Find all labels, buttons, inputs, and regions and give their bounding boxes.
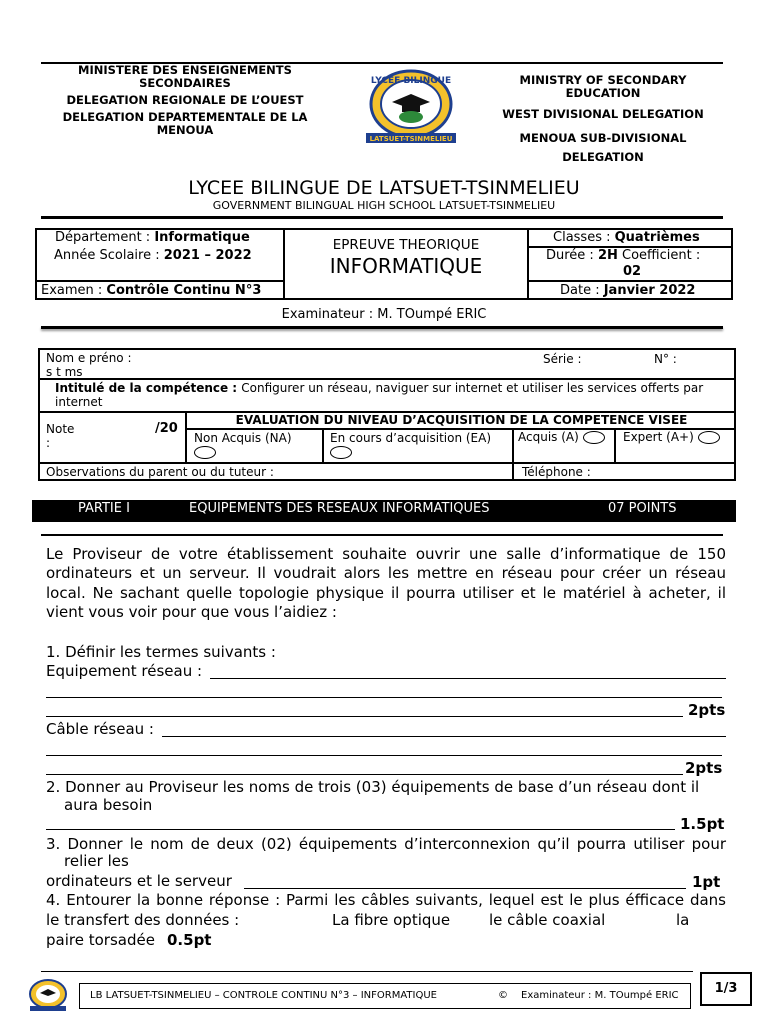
competence: Intitulé de la compétence : Configurer un réseau, naviguer sur internet et utiliser les services offerts par internet (55, 381, 704, 409)
intro-line-3: local. Ne sachant quelle topologie physique il pourra utiliser et le matériel à acheter, il (46, 584, 726, 602)
copyright-icon: © (498, 990, 508, 1001)
ministry-en-line1: MINISTRY OF SECONDARY EDUCATION (519, 73, 687, 100)
intro-line-2: ordinateurs et un serveur. Il voudrait alors les mettre en réseau pour créer un réseau (46, 564, 726, 582)
option-paire-torsadee-start[interactable]: la (676, 911, 690, 929)
page-number: 1/3 (700, 972, 752, 1006)
competence-value: Configurer un réseau, naviguer sur internet et utiliser les services offerts par internet (55, 381, 704, 409)
answer-line[interactable] (46, 755, 722, 756)
body-top-rule (41, 534, 723, 536)
observations-label: Observations du parent ou du tuteur : (46, 465, 274, 479)
level-expert[interactable]: Expert (A+) (623, 430, 720, 444)
question-1a: Equipement réseau : (46, 662, 203, 680)
classes-value: Quatrièmes (614, 230, 700, 245)
option-fibre-optique[interactable]: La fibre optique (332, 911, 451, 929)
epreuve-label: EPREUVE THEORIQUE (332, 237, 480, 253)
level-non-acquis[interactable]: Non Acquis (NA) (194, 431, 292, 459)
evaluation-title: EVALUATION DU NIVEAU D’ACQUISITION DE LA COMPETENCE VISEE (235, 413, 688, 427)
footer-examiner: Examinateur : M. TOumpé ERIC (521, 990, 679, 1001)
part-title: EQUIPEMENTS DES RESEAUX INFORMATIQUES (189, 501, 490, 516)
note-max: /20 (155, 421, 178, 436)
logo-text-bottom: LATSUET-TSINMELIEU (369, 135, 453, 143)
ministry-fr (40, 64, 330, 141)
ministry-fr-line2: DELEGATION REGIONALE DE L’OUEST (66, 93, 304, 107)
duration-coef: Durée : 2H Coefficient : 02 (546, 248, 701, 279)
question-1b-points: 2pts (685, 759, 723, 777)
ministry-fr-line1: MINISTERE DES ENSEIGNEMENTS SECONDAIRES (78, 63, 292, 90)
school-year-value: 2021 – 2022 (163, 248, 252, 263)
question-2-cont: aura besoin (64, 796, 153, 814)
part-label: PARTIE I (78, 501, 130, 516)
logo-text-top: LYCEE BILINGUE (370, 76, 452, 86)
answer-line[interactable] (46, 697, 722, 698)
answer-line[interactable] (46, 829, 675, 830)
examiner: Examinateur : M. TOumpé ERIC (281, 307, 487, 322)
department-value: Informatique (154, 230, 250, 245)
ministry-en (488, 74, 718, 171)
answer-line[interactable] (162, 736, 726, 737)
school-rule (41, 216, 723, 219)
option-cable-coaxial[interactable]: le câble coaxial (489, 911, 606, 929)
note-label: Note : (46, 422, 75, 450)
ministry-en-line3: MENOUA SUB-DIVISIONAL DELEGATION (519, 131, 687, 164)
number-label: N° : (654, 352, 677, 366)
question-3-cont: relier les (64, 852, 129, 870)
question-2-points: 1.5pt (680, 815, 725, 833)
level-acquis[interactable]: Acquis (A) (518, 430, 605, 444)
school-logo (362, 69, 460, 144)
question-1: 1. Définir les termes suivants : (46, 643, 276, 661)
coefficient-value: 02 (623, 264, 642, 279)
question-2: 2. Donner au Proviseur les noms de trois (03) équipements de base d’un réseau dont il (46, 778, 700, 796)
school-year: Année Scolaire : 2021 – 2022 (54, 248, 252, 263)
department: Département : Informatique (55, 230, 250, 245)
question-1b: Câble réseau : (46, 720, 154, 738)
subject-title: INFORMATIQUE (329, 254, 483, 278)
intro-line-4: vient vous voir pour que vous l’aidiez : (46, 603, 337, 621)
school-name: LYCEE BILINGUE DE LATSUET-TSINMELIEU (188, 177, 580, 199)
ministry-en-line2: WEST DIVISIONAL DELEGATION (502, 107, 704, 121)
question-3-cont2: ordinateurs et le serveur (46, 872, 232, 890)
duration-value: 2H (597, 248, 618, 263)
exam-type-value: Contrôle Continu N°3 (106, 283, 262, 298)
examiner-rule (41, 326, 723, 329)
exam-date-value: Janvier 2022 (603, 283, 696, 298)
part-header (32, 500, 736, 522)
checkbox-circle-icon[interactable] (330, 446, 352, 459)
question-1a-points: 2pts (688, 701, 726, 719)
checkbox-circle-icon[interactable] (583, 431, 605, 444)
question-4-cont: le transfert des données : (46, 911, 240, 929)
exam-date: Date : Janvier 2022 (560, 283, 696, 298)
checkbox-circle-icon[interactable] (194, 446, 216, 459)
serie-label: Série : (543, 352, 582, 366)
footer-logo (27, 978, 69, 1012)
footer-rule (41, 971, 693, 972)
student-name-label: Nom e préno : s t ms (46, 351, 132, 379)
answer-line[interactable] (46, 774, 683, 775)
footer-title: LB LATSUET-TSINMELIEU – CONTROLE CONTINU N°3 – INFORMATIQUE (90, 990, 437, 1001)
telephone-label: Téléphone : (522, 465, 591, 479)
school-subtitle: GOVERNMENT BILINGUAL HIGH SCHOOL LATSUET-TSINMELIEU (212, 199, 556, 212)
part-points: 07 POINTS (608, 501, 677, 516)
intro-line-1: Le Proviseur de votre établissement souhaite ouvrir une salle d’informatique de 150 (46, 545, 726, 563)
question-3: 3. Donner le nom de deux (02) équipements d’interconnexion qu’il pourra utiliser pour (46, 835, 726, 853)
question-4: 4. Entourer la bonne réponse : Parmi les câbles suivants, lequel est le plus éfficace dans (46, 891, 726, 909)
answer-line[interactable] (244, 888, 686, 889)
level-en-cours[interactable]: En cours d’acquisition (EA) (330, 431, 491, 459)
question-3-points: 1pt (692, 873, 721, 891)
classes: Classes : Quatrièmes (553, 230, 700, 245)
ministry-fr-line3: DELEGATION DEPARTEMENTALE DE LA MENOUA (62, 110, 308, 137)
answer-line[interactable] (210, 678, 726, 679)
checkbox-circle-icon[interactable] (698, 431, 720, 444)
footer (79, 983, 691, 1009)
exam-type: Examen : Contrôle Continu N°3 (41, 283, 262, 298)
option-paire-torsadee[interactable]: paire torsadée (46, 931, 155, 949)
question-4-points: 0.5pt (167, 931, 212, 949)
answer-line[interactable] (46, 716, 683, 717)
